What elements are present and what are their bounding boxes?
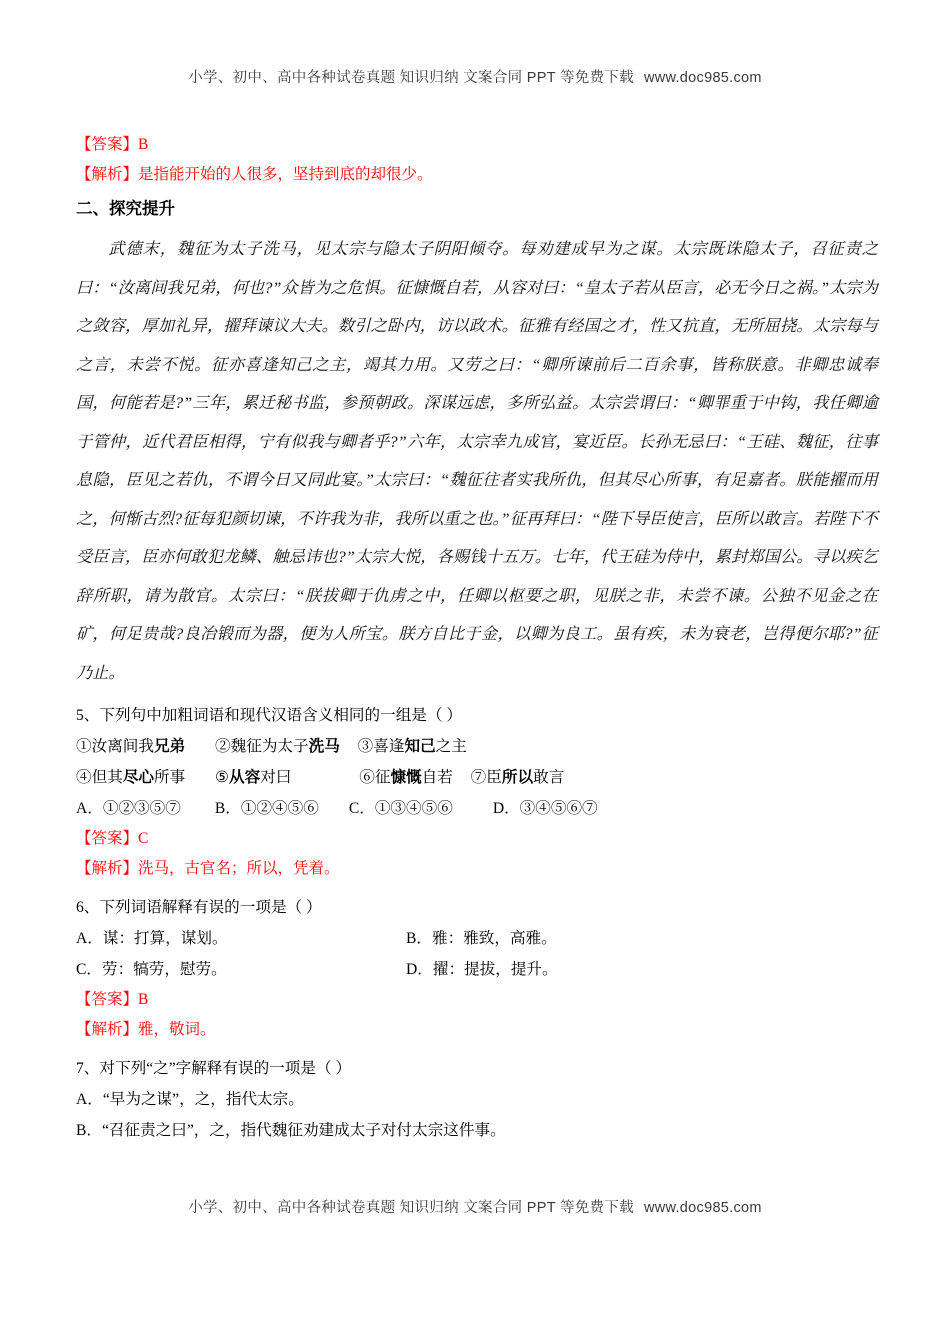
- option-a-label: A．: [76, 1091, 103, 1108]
- question-6-text: 下列词语解释有误的一项是（ ）: [99, 899, 322, 916]
- question-5-items-row-1: [76, 731, 878, 762]
- item-7-marker: ⑦: [470, 769, 487, 786]
- option-a[interactable]: [76, 793, 181, 824]
- item-4-post: 所事: [154, 769, 186, 786]
- option-b[interactable]: [406, 923, 557, 954]
- option-c-value: ①③④⑤⑥: [374, 800, 453, 817]
- question-6-number: 6、: [76, 899, 100, 916]
- question-5-stem: [76, 700, 878, 731]
- analysis-tag: 【解析】: [76, 1021, 139, 1038]
- item-6-pre: 征: [374, 769, 391, 786]
- item-2-pre: 魏征为太子: [230, 738, 309, 755]
- option-a-value: “早为之谋”，之，指代太宗。: [102, 1091, 304, 1108]
- page-header-watermark: [0, 66, 950, 87]
- option-d-label: D．: [406, 961, 433, 978]
- watermark-url: www.doc985.com: [643, 1200, 762, 1216]
- item-2-bold: 洗马: [308, 738, 340, 755]
- page-footer-watermark: [0, 1196, 950, 1217]
- option-b-value: “召征责之曰”，之，指代魏征劝建成太子对付太宗这件事。: [102, 1122, 506, 1139]
- option-b[interactable]: [215, 793, 319, 824]
- question-7-option-a[interactable]: [76, 1084, 878, 1115]
- option-d[interactable]: [406, 954, 558, 985]
- option-d-value: ③④⑤⑥⑦: [519, 800, 598, 817]
- answer-value: B: [138, 136, 149, 153]
- item-4: [76, 769, 185, 786]
- option-a-value: ①②③⑤⑦: [102, 800, 181, 817]
- option-d-label: D．: [492, 800, 520, 817]
- item-2: [215, 738, 340, 755]
- option-d-value: 擢：提拔，提升。: [432, 961, 558, 978]
- watermark-text: 小学、初中、高中各种试卷真题 知识归纳 文案合同 PPT 等免费下载: [188, 70, 634, 86]
- item-6: [359, 769, 453, 786]
- question-7-number: 7、: [76, 1060, 100, 1077]
- question-6-answer-line: [76, 985, 878, 1015]
- item-7: [471, 769, 565, 786]
- question-6-options-row-1: [76, 923, 878, 954]
- item-4-bold: 尽心: [122, 769, 155, 786]
- option-c-label: C．: [348, 800, 375, 817]
- item-6-marker: ⑥: [359, 769, 375, 786]
- question-6-analysis-line: [76, 1015, 878, 1045]
- option-a-label: A．: [76, 800, 103, 817]
- item-5-post: 对曰: [260, 769, 292, 786]
- item-4-marker: ④: [76, 769, 92, 786]
- item-3-marker: ③: [357, 738, 374, 755]
- item-3: [358, 738, 467, 755]
- item-3-pre: 喜逢: [373, 738, 405, 755]
- question-5-number: 5、: [76, 707, 100, 724]
- answer-tag: 【答案】: [76, 830, 139, 847]
- option-a-label: A．: [76, 930, 103, 947]
- item-4-pre: 但其: [91, 769, 123, 786]
- question-5-options: [76, 793, 878, 824]
- question-7-option-b[interactable]: [76, 1115, 878, 1146]
- section-heading: 二、探究提升: [76, 200, 175, 218]
- classical-passage: 武德末，魏征为太子洗马，见太宗与隐太子阴阳倾夺。每劝建成早为之谋。太宗既诛隐太子，召征责之曰：“汝离间我兄弟，何也?”众皆为之危惧。征慷慨自若，从容对曰：“皇太子若从臣言，必无今日之祸。”太宗为之敛容，厚加礼异，擢拜谏议大夫。数引之卧内，访以政术。征雅有经国之才，性又抗直，无所屈挠。太宗每与之言，未尝不悦。征亦喜逢知己之主，竭其力用。又劳之曰：“卿所谏前后二百余事，皆称朕意。非卿忠诚奉国，何能若是?”三年，累迁秘书监，参预朝政。深谋远虑，多所弘益。太宗尝谓曰：“卿罪重于中钩，我任卿逾于管仲，近代君臣相得，宁有似我与卿者乎?”六年，太宗幸九成官，宴近臣。长孙无忌曰：“王硅、魏征，往事息隐，臣见之若仇，不谓今日又同此宴。”太宗曰：“魏征往者实我所仇，但其尽心所事，有足嘉者。朕能擢而用之，何惭古烈?征每犯颜切谏，不许我为非，我所以重之也。”征再拜曰：“陛下导臣使言，臣所以敢言。若陛下不受臣言，臣亦何敢犯龙鳞、触忌讳也?”太宗大悦，各赐钱十五万。七年，代王硅为侍中，累封郑国公。寻以疾乞辞所职，请为散官。太宗曰：“朕拔卿于仇虏之中，任卿以枢要之职，见朕之非，未尝不谏。公独不见金之在矿，何足贵哉?良冶锻而为器，便为人所宝。朕方自比于金，以卿为良工。虽有疾，未为衰老，岂得便尔耶?”征乃止。: [76, 240, 878, 682]
- item-1-bold: 兄弟: [154, 738, 186, 755]
- question-6-stem: [76, 892, 878, 923]
- item-3-post: 之主: [435, 738, 467, 755]
- question-5-text: 下列句中加粗词语和现代汉语含义相同的一组是（ ）: [99, 707, 462, 724]
- option-c[interactable]: [76, 954, 406, 985]
- question-5-analysis-line: [76, 854, 878, 884]
- item-5-bold: 从容: [229, 769, 261, 786]
- item-1: [76, 738, 185, 755]
- item-6-post: 自若: [421, 769, 453, 786]
- question-5-answer-line: [76, 824, 878, 854]
- option-b-label: B．: [76, 1122, 102, 1139]
- option-c[interactable]: [349, 793, 453, 824]
- question-7-stem: [76, 1053, 878, 1084]
- item-1-pre: 汝离间我: [91, 738, 154, 755]
- item-7-post: 敢言: [533, 769, 565, 786]
- item-5: [215, 769, 291, 786]
- watermark-text: 小学、初中、高中各种试卷真题 知识归纳 文案合同 PPT 等免费下载: [188, 1200, 634, 1216]
- option-c-value: 劳：犒劳，慰劳。: [102, 961, 227, 978]
- answer-tag: 【答案】: [76, 136, 139, 153]
- answer-line-top: [76, 130, 878, 160]
- item-7-pre: 臣: [486, 769, 502, 786]
- analysis-line-top: [76, 160, 878, 190]
- option-a[interactable]: [76, 923, 406, 954]
- option-b-label: B．: [214, 800, 241, 817]
- option-b-label: B．: [406, 930, 432, 947]
- question-6-options-row-2: [76, 954, 878, 985]
- analysis-tag: 【解析】: [76, 860, 139, 877]
- item-6-bold: 慷慨: [390, 769, 422, 786]
- option-d[interactable]: [493, 793, 598, 824]
- option-a-value: 谋：打算，谋划。: [102, 930, 228, 947]
- watermark-url: www.doc985.com: [643, 70, 762, 86]
- answer-tag: 【答案】: [76, 991, 139, 1008]
- item-3-bold: 知己: [404, 738, 436, 755]
- item-2-marker: ②: [215, 738, 231, 755]
- option-b-value: 雅：雅致，高雅。: [432, 930, 557, 947]
- analysis-value: 洗马，古官名；所以，凭着。: [138, 860, 340, 877]
- analysis-value: 是指能开始的人很多，坚持到底的却很少。: [138, 166, 433, 183]
- option-c-label: C．: [76, 961, 102, 978]
- analysis-value: 雅，敬词。: [138, 1021, 216, 1038]
- question-7-text: 对下列“之”字解释有误的一项是（ ）: [99, 1060, 352, 1077]
- document-content: [76, 130, 878, 1146]
- item-5-marker: ⑤: [215, 769, 230, 786]
- item-1-marker: ①: [76, 738, 92, 755]
- answer-value: B: [138, 991, 149, 1008]
- answer-value: C: [138, 830, 149, 847]
- option-b-value: ①②④⑤⑥: [240, 800, 319, 817]
- question-5-items-row-2: [76, 762, 878, 793]
- analysis-tag: 【解析】: [76, 166, 139, 183]
- item-7-bold: 所以: [501, 769, 534, 786]
